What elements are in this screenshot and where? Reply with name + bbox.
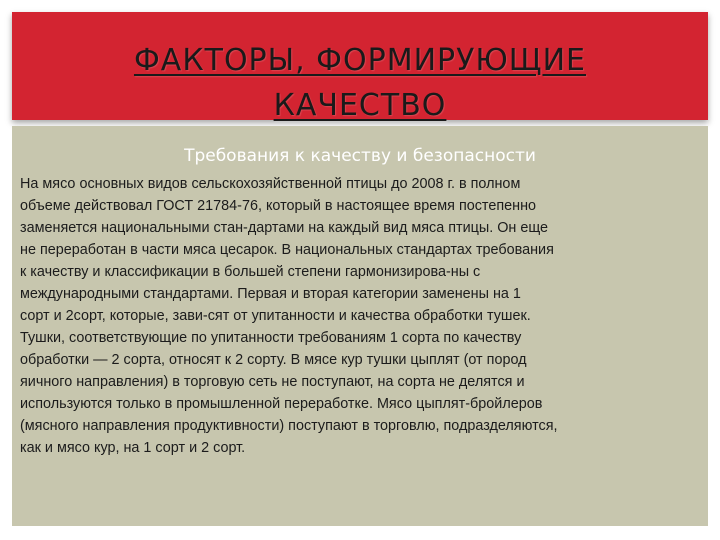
body-line: к качеству и классификации в большей степени гармонизирова-ны с	[20, 264, 481, 280]
body-line: не переработан в части мяса цесарок. В национальных стандартах требования	[20, 242, 554, 258]
body-line: На мясо основных видов сельскохозяйственной птицы до 2008 г. в полном	[20, 176, 521, 192]
body-line: международными стандартами. Первая и вторая категории заменены на 1	[20, 286, 521, 302]
body-line: (мясного направления продуктивности) поступают в торговлю, подразделяются,	[20, 418, 558, 434]
body-line: как и мясо кур, на 1 сорт и 2 сорт.	[20, 440, 246, 456]
body-line: используются только в промышленной переработке. Мясо цыплят-бройлеров	[20, 396, 543, 412]
content-panel	[12, 126, 708, 526]
body-line: заменяется национальными стан-дартами на каждый вид мяса птицы. Он еще	[20, 220, 549, 236]
title-band	[12, 12, 708, 123]
slide-title-line-1: ФАКТОРЫ, ФОРМИРУЮЩИЕ	[133, 43, 587, 78]
body-line: яичного направления) в торговую сеть не поступают, на сорта не делятся и	[20, 374, 525, 390]
body-line: сорт и 2сорт, которые, зави-сят от упитанности и качества обработки тушек.	[20, 308, 531, 324]
slide-title-line-2: КАЧЕСТВО	[273, 88, 447, 123]
body-line: обработки — 2 сорта, относят к 2 сорту. В мясе кур тушки цыплят (от пород	[20, 352, 527, 368]
body-text	[20, 173, 710, 459]
body-line: объеме действовал ГОСТ 21784-76, который в настоящее время постепенно	[20, 198, 537, 214]
body-line: Тушки, соответствующие по упитанности требованиям 1 сорта по качеству	[20, 330, 522, 346]
slide-subtitle: Требования к качеству и безопасности	[184, 146, 536, 166]
